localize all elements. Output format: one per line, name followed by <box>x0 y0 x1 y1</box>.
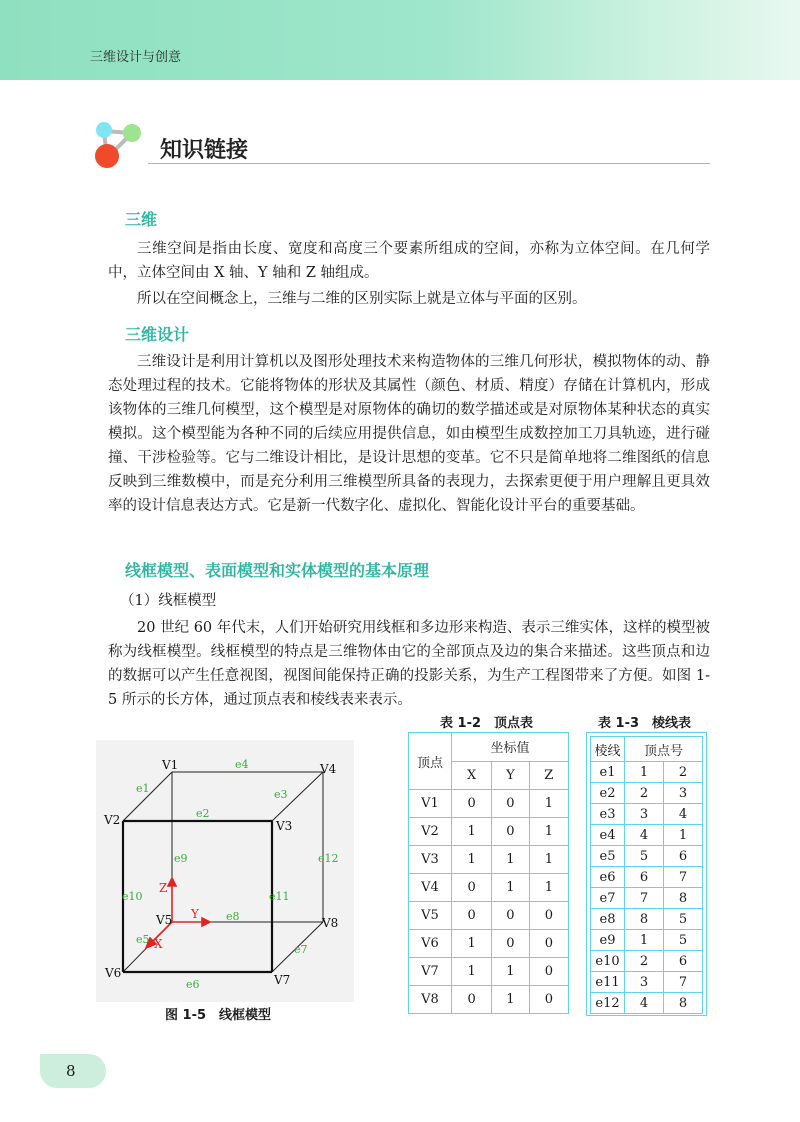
edge-table-cell: e2 <box>591 783 625 804</box>
edge-table-row <box>591 888 703 909</box>
vertex-table-row <box>409 986 569 1014</box>
vertex-table-cell: V5 <box>409 902 452 930</box>
vertex-table-cell: 1 <box>492 874 530 902</box>
vertex-table-axis-z: Z <box>529 761 568 790</box>
page-number: 8 <box>66 1062 76 1080</box>
edge-table-cell: 5 <box>625 846 664 867</box>
vertex-table-cell: V8 <box>409 986 452 1014</box>
edge-table-cell: 7 <box>625 888 664 909</box>
header-band <box>0 0 800 80</box>
edge-table-cell: e10 <box>591 951 625 972</box>
axis-label-z: Z <box>159 881 168 895</box>
vertex-table-cell: V4 <box>409 874 452 902</box>
edge-table-cell: e4 <box>591 825 625 846</box>
vertex-table-cell: 1 <box>452 930 492 958</box>
edge-label-e2: e2 <box>196 807 210 820</box>
vertex-table-axis-x: X <box>452 761 492 790</box>
vertex-table-row <box>409 790 569 818</box>
vertex-table-cell: V6 <box>409 930 452 958</box>
edge-table-cell: e8 <box>591 909 625 930</box>
vertex-table-caption: 表 1-2 顶点表 <box>440 716 534 731</box>
vertex-table-cell: V2 <box>409 818 452 846</box>
vertex-table-row <box>409 874 569 902</box>
edge-table-cell: 8 <box>663 993 702 1014</box>
paragraph-3d-design: 三维设计是利用计算机以及图形处理技术来构造物体的三维几何形状，模拟物体的动、静态处理过程的技术。它能将物体的形状及其属性（颜色、材质、精度）存储在计算机内，形成该物体的三维几何模型，这个模型是对原物体的确切的数学描述或是对原物体某种状态的真实模拟。这个模型能为各种不同的后续应用提供信息，如由模型生成数控加工刀具轨迹，进行碰撞、干涉检验等。它与二维设计相比，是设计思想的变革。它不只是简单地将二维图纸的信息反映到三维数模中，而是充分利用三维模型所具备的表现力，去探索更便于用户理解且更具效率的设计信息表达方式。它是新一代数字化、虚拟化、智能化设计平台的重要基础。 <box>108 354 710 514</box>
section-divider <box>148 163 710 164</box>
vertex-table-cell: V7 <box>409 958 452 986</box>
page-number-tab <box>40 1054 106 1088</box>
edge-table-cell: 2 <box>663 762 702 783</box>
edge-table-header-edge: 棱线 <box>591 737 625 762</box>
edge-table-row <box>591 846 703 867</box>
edge-table-cell: 8 <box>625 909 664 930</box>
edge-label-e6: e6 <box>186 978 200 991</box>
edge-table-header-vertex-no: 顶点号 <box>625 737 703 762</box>
vertex-table-cell: 0 <box>492 790 530 818</box>
edge-table-cell: e6 <box>591 867 625 888</box>
edge-table-row <box>591 804 703 825</box>
edge-table-cell: 2 <box>625 951 664 972</box>
vertex-label-v5: V5 <box>156 913 173 927</box>
vertex-label-v2: V2 <box>104 813 121 827</box>
edge-table-cell: 3 <box>625 972 664 993</box>
edge-table-cell: 7 <box>663 867 702 888</box>
vertex-label-v4: V4 <box>320 762 337 776</box>
edge-label-e8: e8 <box>226 910 240 923</box>
edge-table-cell: e9 <box>591 930 625 951</box>
edge-table-cell: 6 <box>625 867 664 888</box>
vertex-table-cell: 0 <box>492 930 530 958</box>
edge-label-e11: e11 <box>269 890 290 903</box>
vertex-table-cell: 1 <box>492 846 530 874</box>
edge-table-cell: 3 <box>625 804 664 825</box>
section-title: 知识链接 <box>160 138 249 163</box>
edge-e1 <box>123 772 172 821</box>
edge-label-e12: e12 <box>318 852 339 865</box>
vertex-table-cell: 1 <box>452 846 492 874</box>
edge-table-cell: 4 <box>625 825 664 846</box>
edge-table-row <box>591 972 703 993</box>
vertex-label-v3: V3 <box>276 819 293 833</box>
edge-table-cell: 5 <box>663 909 702 930</box>
vertex-table-header-vertex: 顶点 <box>409 733 452 790</box>
vertex-table-cell: 1 <box>529 846 568 874</box>
edge-table-row <box>591 762 703 783</box>
edge-table-cell: 1 <box>663 825 702 846</box>
edge-table-cell: 3 <box>663 783 702 804</box>
edge-table-cell: e1 <box>591 762 625 783</box>
subheading-wireframe: （1）线框模型 <box>120 593 217 609</box>
vertex-table-cell: 1 <box>452 818 492 846</box>
edge-table-row <box>591 909 703 930</box>
edge-table-cell: 6 <box>663 846 702 867</box>
edge-table-cell: e3 <box>591 804 625 825</box>
book-title: 三维设计与创意 <box>90 50 182 65</box>
edge-table-cell: 7 <box>663 972 702 993</box>
edge-table-cell: 1 <box>625 930 664 951</box>
vertex-label-v1: V1 <box>162 758 179 772</box>
vertex-table-cell: 1 <box>529 874 568 902</box>
vertex-table-cell: 1 <box>529 818 568 846</box>
vertex-label-v6: V6 <box>105 966 122 980</box>
vertex-label-v8: V8 <box>322 916 339 930</box>
vertex-table-cell: 0 <box>452 986 492 1014</box>
vertex-table-cell: 0 <box>492 902 530 930</box>
vertex-table-cell: 1 <box>492 958 530 986</box>
wireframe-figure <box>96 740 354 1002</box>
edge-table-cell: 8 <box>663 888 702 909</box>
vertex-table-row <box>409 846 569 874</box>
edge-table-row <box>591 825 703 846</box>
edge-label-e9: e9 <box>174 852 188 865</box>
paragraph-3d-vs-2d: 所以在空间概念上，三维与二维的区别实际上就是立体与平面的区别。 <box>137 291 587 307</box>
section-heading <box>88 118 710 168</box>
edge-table-row <box>591 930 703 951</box>
edge-table-row <box>591 993 703 1014</box>
vertex-table-cell: 0 <box>492 818 530 846</box>
molecule-icon <box>88 118 148 168</box>
vertex-table-cell: 1 <box>529 790 568 818</box>
vertex-table-cell: V1 <box>409 790 452 818</box>
vertex-table-cell: 0 <box>452 902 492 930</box>
edge-label-e5: e5 <box>136 933 150 946</box>
vertex-table-row <box>409 930 569 958</box>
edge-table-cell: e12 <box>591 993 625 1014</box>
heading-models: 线框模型、表面模型和实体模型的基本原理 <box>125 561 430 580</box>
vertex-table-axis-y: Y <box>492 761 530 790</box>
vertex-table-header-coord: 坐标值 <box>452 733 569 762</box>
axis-label-x: X <box>154 937 163 951</box>
edge-table-cell: 1 <box>625 762 664 783</box>
edge-table-row <box>591 783 703 804</box>
edge-table-row <box>591 951 703 972</box>
vertex-table-cell: 0 <box>452 790 492 818</box>
vertex-table-cell: 0 <box>529 958 568 986</box>
vertex-table-row <box>409 902 569 930</box>
edge-table-cell: 5 <box>663 930 702 951</box>
edge-table-cell: e5 <box>591 846 625 867</box>
heading-3d-design: 三维设计 <box>125 325 190 344</box>
edge-table-cell: 4 <box>663 804 702 825</box>
edge-label-e10: e10 <box>122 890 143 903</box>
vertex-table-cell: 1 <box>492 986 530 1014</box>
edge-label-e4: e4 <box>235 758 249 771</box>
edge-label-e1: e1 <box>136 782 150 795</box>
vertex-table-row <box>409 958 569 986</box>
paragraph-3d-space: 三维空间是指由长度、宽度和高度三个要素所组成的空间，亦称为立体空间。在几何学中，立体空间由 X 轴、Y 轴和 Z 轴组成。 <box>108 241 710 281</box>
edge-table-cell: e11 <box>591 972 625 993</box>
figure-caption: 图 1-5 线框模型 <box>165 1008 272 1023</box>
paragraph-wireframe: 20 世纪 60 年代末，人们开始研究用线框和多边形来构造、表示三维实体，这样的模型被称为线框模型。线框模型的特点是三维物体由它的全部顶点及边的集合来描述。这些顶点和边的数据可以产生任意视图，视图间能保持正确的投影关系，为生产工程图带来了方便。如图 1-5 所示的长方体，通过顶点表和棱线表来表示。 <box>108 620 710 708</box>
edge-table-cell: 4 <box>625 993 664 1014</box>
axis-label-y: Y <box>191 907 199 921</box>
edge-table-cell: 2 <box>625 783 664 804</box>
vertex-table <box>408 732 569 1014</box>
edge-label-e3: e3 <box>274 788 288 801</box>
edge-table-cell: 6 <box>663 951 702 972</box>
vertex-table-cell: 0 <box>452 874 492 902</box>
edge-table-cell: e7 <box>591 888 625 909</box>
heading-3d: 三维 <box>125 210 158 229</box>
vertex-label-v7: V7 <box>274 973 291 987</box>
edge-table-caption: 表 1-3 棱线表 <box>598 716 692 731</box>
edge-label-e7: e7 <box>294 943 308 956</box>
vertex-table-cell: V3 <box>409 846 452 874</box>
vertex-table-cell: 1 <box>452 958 492 986</box>
vertex-table-cell: 0 <box>529 930 568 958</box>
edge-table <box>590 736 703 1014</box>
vertex-table-row <box>409 818 569 846</box>
edge-table-row <box>591 867 703 888</box>
vertex-table-cell: 0 <box>529 902 568 930</box>
vertex-table-cell: 0 <box>529 986 568 1014</box>
